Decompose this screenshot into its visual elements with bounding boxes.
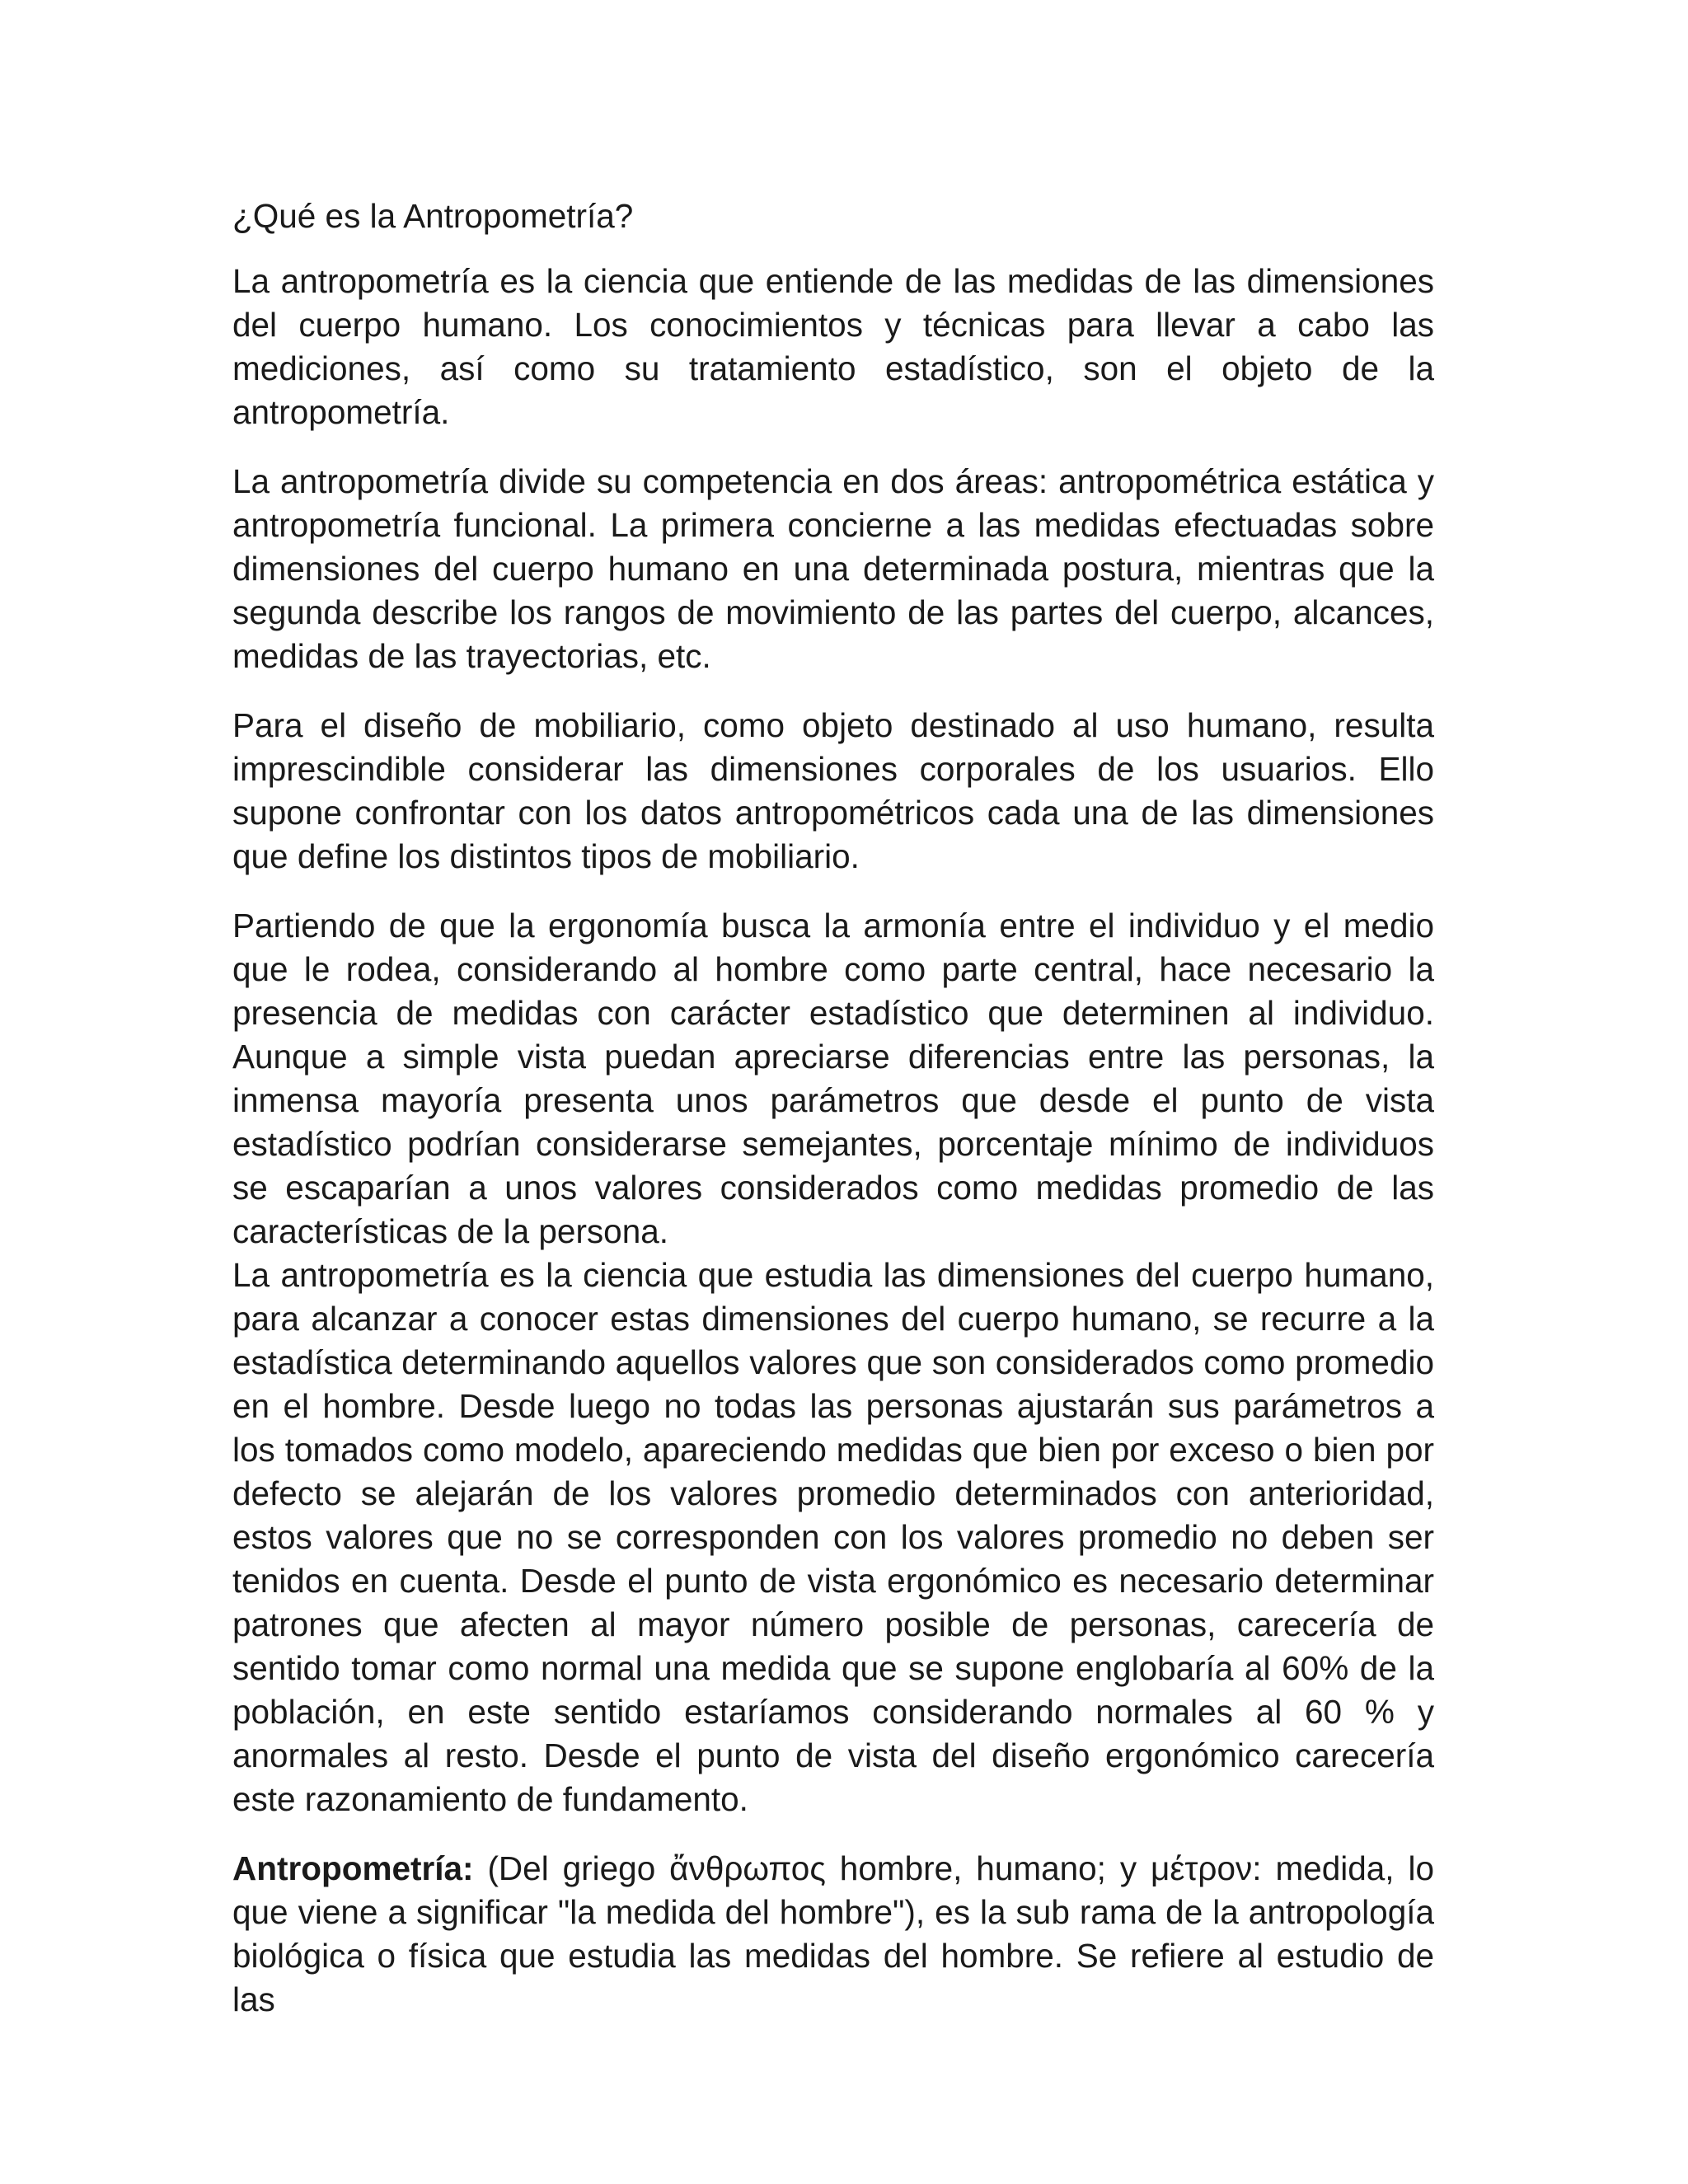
definition-term: Antropometría: [232,1849,474,1887]
paragraph-etymology [232,1847,1434,2022]
page-title: ¿Qué es la Antropometría? [232,197,634,235]
document-page [232,194,1434,2047]
paragraph-definition-intro: La antropometría es la ciencia que entiende de las medidas de las dimensiones del cuerpo humano. Los conocimientos y técnicas para llevar a cabo las mediciones, así como su tratamiento estadístico, son el objeto de la antropometría. [232,262,1434,431]
paragraph-statistics: La antropometría es la ciencia que estudia las dimensiones del cuerpo humano, para alcanzar a conocer estas dimensiones del cuerpo humano, se recurre a la estadística determinando aquellos valores que son considerados como promedio en el hombre. Desde luego no todas las personas ajustarán sus parámetros a los tomados como modelo, apareciendo medidas que bien por exceso o bien por defecto se alejarán de los valores promedio determinados con anterioridad, estos valores que no se corresponden con los valores promedio no deben ser tenidos en cuenta. Desde el punto de vista ergonómico es necesario determinar patrones que afecten al mayor número posible de personas, carecería de sentido tomar como normal una medida que se supone englobaría al 60% de la población, en este sentido estaríamos considerando normales al 60 % y anormales al resto. Desde el punto de vista del diseño ergonómico carecería este razonamiento de fundamento. [232,1256,1434,1818]
paragraph-ergonomics: Partiendo de que la ergonomía busca la armonía entre el individuo y el medio que le rodea, considerando al hombre como parte central, hace necesario la presencia de medidas con carácter estadístico que determinen al individuo. Aunque a simple vista puedan apreciarse diferencias entre las personas, la inmensa mayoría presenta unos parámetros que desde el punto de vista estadístico podrían considerarse semejantes, porcentaje mínimo de individuos se escaparían a unos valores considerados como medidas promedio de las características de la persona. [232,907,1434,1250]
paragraph-furniture-design: Para el diseño de mobiliario, como objeto destinado al uso humano, resulta imprescindible considerar las dimensiones corporales de los usuarios. Ello supone confrontar con los datos antropométricos cada una de las dimensiones que define los distintos tipos de mobiliario. [232,706,1434,875]
definition-text: (Del griego ἄνθρωπος hombre, humano; y μέτρον: medida, lo que viene a significar "la medida del hombre"), es la sub rama de la antropología biológica o física que estudia las medidas del hombre. Se refiere al estudio de las [232,1849,1434,2018]
paragraph-areas: La antropometría divide su competencia en dos áreas: antropométrica estática y antropometría funcional. La primera concierne a las medidas efectuadas sobre dimensiones del cuerpo humano en una determinada postura, mientras que la segunda describe los rangos de movimiento de las partes del cuerpo, alcances, medidas de las trayectorias, etc. [232,462,1434,675]
